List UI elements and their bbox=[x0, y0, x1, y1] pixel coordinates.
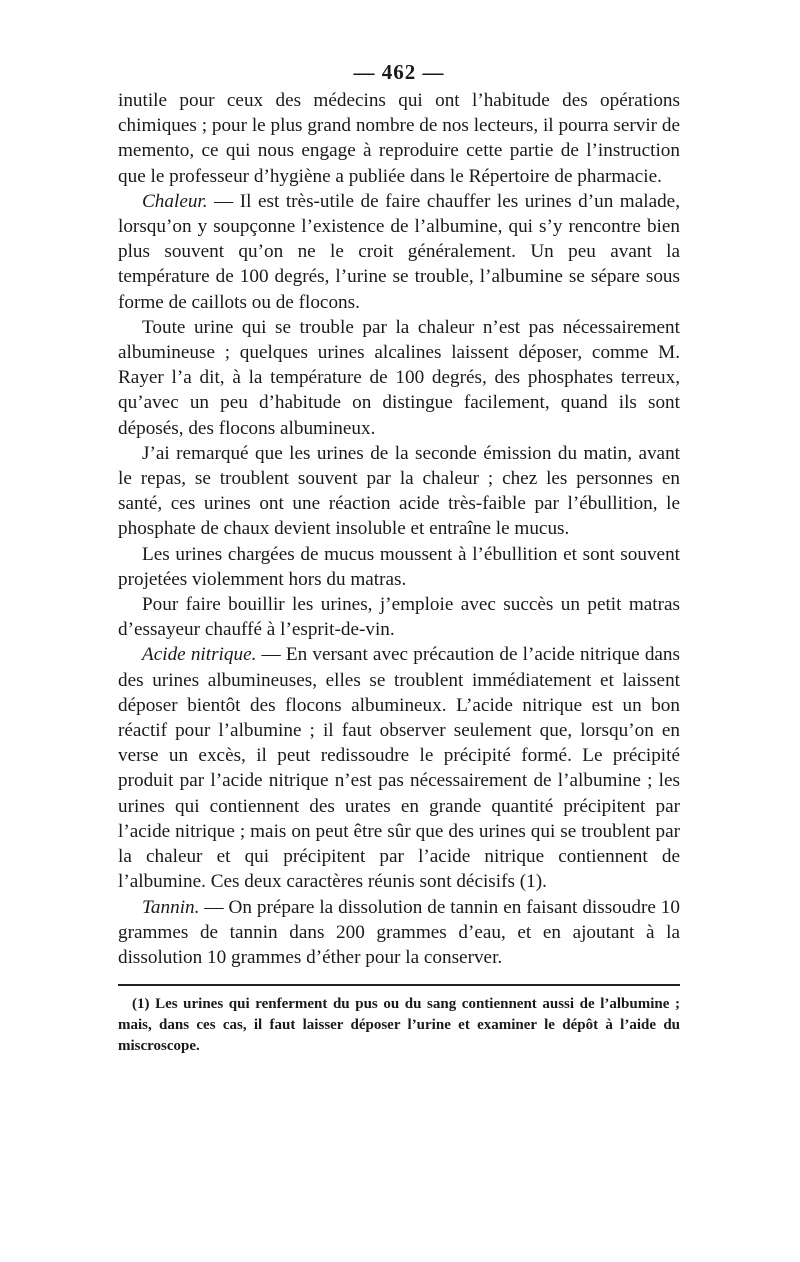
paragraph-tannin bbox=[118, 895, 680, 971]
paragraph-text: Les urines chargées de mucus moussent à l’ébullition et sont souvent projetées violemment hors du matras. bbox=[118, 543, 680, 590]
footnote-text: Les urines qui renferment du pus ou du sang contiennent aussi de l’albumine ; mais, dans ces cas, il faut laisser déposer l’urine et examiner le dépôt à l’aide du miscroscope. bbox=[118, 996, 680, 1055]
footnote-divider bbox=[118, 984, 680, 986]
paragraph-text: inutile pour ceux des médecins qui ont l’habitude des opérations chimiques ; pour le plus grand nombre de nos lecteurs, il pourra servir de memento, ce qui nous engage à reproduire cette partie de l’instruction que le professeur d’hygiène a publiée dans le Répertoire de pharmacie. bbox=[118, 90, 680, 187]
paragraph-text: — En versant avec précaution de l’acide nitrique dans des urines albumineuses, elles se troublent immédiatement et laissent déposer bientôt des flocons albumineux. L’acide nitrique est un bon réactif pour l’albumine ; il faut observer seulement que, lorsqu’on en verse un excès, il peut redissoudre le précipité formé. Le précipité produit par l’acide nitrique n’est pas nécessairement de l’albumine ; les urines qui contiennent des urates en grande quantité précipitent par l’acide nitrique ; mais on peut être sûr que des urines qui se troublent par la chaleur et qui précipitent par l’acide nitrique contiennent de l’albumine. Ces deux caractères réunis sont décisifs (1). bbox=[118, 644, 680, 893]
section-lead-tannin: Tannin. bbox=[142, 896, 200, 918]
footnote bbox=[118, 994, 680, 1057]
footnote-marker: (1) bbox=[132, 996, 150, 1013]
paragraph bbox=[118, 542, 680, 592]
paragraph-text: J’ai remarqué que les urines de la seconde émission du matin, avant le repas, se troublent souvent par la chaleur ; chez les personnes en santé, ces urines ont une réaction acide très-faible par l’ébullition, le phosphate de chaux devient insoluble et entraîne le mucus. bbox=[118, 442, 680, 540]
paragraph-text: — Il est très-utile de faire chauffer les urines d’un malade, lorsqu’on y soupçonne l’existence de l’albumine, qui s’y rencontre bien plus souvent qu’on ne le croit généralement. Un peu avant la température de 100 degrés, l’urine se trouble, l’albumine se sépare sous forme de caillots ou de flocons. bbox=[118, 190, 680, 313]
paragraph bbox=[118, 592, 680, 642]
paragraph bbox=[118, 315, 680, 441]
paragraph-text: — On prépare la dissolution de tannin en faisant dissoudre 10 grammes de tannin dans 200 grammes d’eau, et en ajoutant à la dissolution 10 grammes d’éther pour la conserver. bbox=[118, 896, 680, 968]
paragraph-text: Pour faire bouillir les urines, j’emploie avec succès un petit matras d’essayeur chauffé à l’esprit-de-vin. bbox=[118, 594, 680, 641]
book-page bbox=[118, 58, 680, 1057]
paragraph bbox=[118, 441, 680, 542]
body-text bbox=[118, 88, 680, 970]
paragraph-chaleur bbox=[118, 189, 680, 315]
paragraph bbox=[118, 88, 680, 189]
page-number: — 462 — bbox=[353, 60, 445, 84]
paragraph-text: Toute urine qui se trouble par la chaleur n’est pas nécessairement albumineuse ; quelques urines alcalines laissent déposer, comme M. Rayer l’a dit, à la température de 100 degrés, des phosphates terreux, qu’avec un peu d’habitude on distingue facilement, quand ils sont déposés, des flocons albumineux. bbox=[118, 316, 680, 439]
section-lead-acide-nitrique: Acide nitrique. bbox=[142, 644, 257, 666]
section-lead-chaleur: Chaleur. bbox=[142, 190, 208, 212]
paragraph-acide-nitrique bbox=[118, 642, 680, 894]
